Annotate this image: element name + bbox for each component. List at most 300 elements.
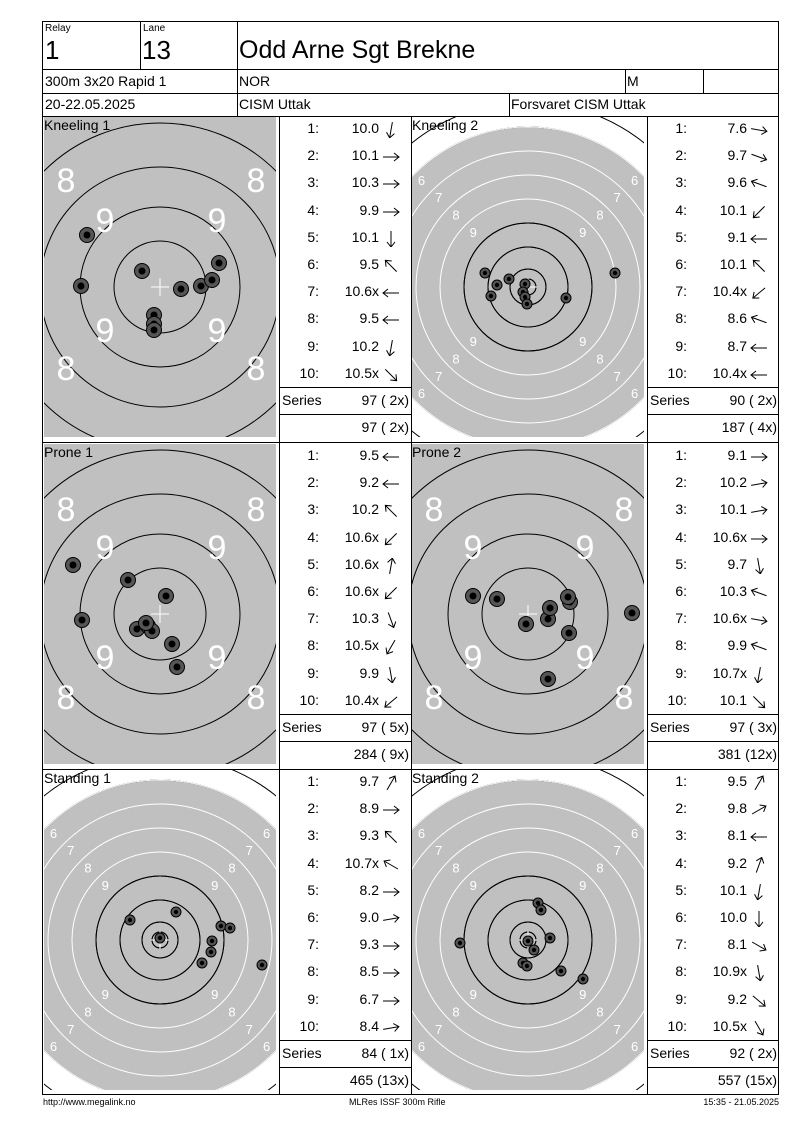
direction-arrow-icon [381,911,401,927]
ring-number: 8 [228,860,236,876]
ring-number: 9 [579,334,587,350]
shot-value: 9.7 [359,773,379,789]
direction-arrow-icon [749,204,769,220]
shot-number: 2: [307,147,319,164]
shot-number: 7: [307,936,319,953]
shot-hole-center [613,271,617,275]
shot-value: 10.1 [351,147,379,164]
shot-value: 9.0 [359,909,379,925]
direction-arrow-icon [749,585,769,601]
ring-number: 7 [67,843,75,859]
direction-arrow-icon [381,965,401,981]
shot-number: 2: [307,800,319,817]
target-svg [412,770,644,1090]
ring-number: 9 [211,987,219,1003]
shot-number: 10: [667,691,687,708]
shot-value: 10.4x [344,691,379,708]
direction-arrow-icon [749,802,769,818]
shot-number: 5: [675,555,687,572]
shot-value: 9.2 [359,474,379,491]
ring-number: 8 [596,860,604,876]
shot-hole-center [151,327,158,334]
direction-arrow-icon [749,231,769,247]
shot-value: 10.2 [351,337,379,354]
shot-number: 9: [675,990,687,1007]
direction-arrow-icon [749,775,769,791]
direction-arrow-icon [749,1020,769,1036]
shot-value: 10.5x [712,1017,747,1034]
direction-arrow-icon [381,449,401,465]
direction-arrow-icon [381,938,401,954]
ring-number: 6 [262,1039,271,1055]
shot-value: 8.2 [359,881,379,898]
shot-value: 9.9 [359,201,379,218]
shot-number: 10: [299,1017,319,1034]
shot-number: 5: [307,228,319,245]
ring-number: 8 [452,207,460,223]
shot-number: 8: [307,963,319,980]
shot-value: 8.7 [727,337,747,354]
series-label: Series [650,719,690,735]
shot-value: 10.6x [712,528,747,545]
direction-arrow-icon [749,694,769,710]
shot-value: 10.1 [719,691,747,708]
shot-number: 9: [307,337,319,354]
shot-number: 1: [675,120,687,136]
shot-hole-center [163,593,170,600]
ring-number: 8 [452,351,460,367]
shot-value: 10.1 [719,881,747,898]
shot-value: 6.7 [359,990,379,1007]
shot-hole-center [489,294,493,298]
direction-arrow-icon [749,965,769,981]
shot-hole-center [70,562,77,569]
ring-number: 6 [630,386,639,402]
ring-number: 9 [469,877,477,893]
shot-value: 10.3 [351,174,379,191]
shot-number: 3: [675,827,687,844]
shot-value: 10.3 [719,583,747,599]
shot-value: 10.4x [712,364,747,381]
shot-hole-center [458,941,462,945]
shot-number: 1: [307,773,319,789]
direction-arrow-icon [749,612,769,628]
series-score: 90 ( 2x) [729,392,777,408]
shot-hole-center [169,641,176,648]
shot-value: 8.1 [727,827,747,844]
direction-arrow-icon [381,231,401,247]
shot-number: 7: [675,610,687,627]
competition-name: CISM Uttak [239,96,311,112]
lane-label: Lane [143,23,166,34]
shot-value: 9.3 [359,827,379,844]
direction-arrow-icon [749,558,769,574]
direction-arrow-icon [749,639,769,655]
ring-number: 9 [95,202,115,240]
ring-number: 9 [469,987,477,1003]
ring-number: 7 [613,843,621,859]
lane-number: 13 [142,35,171,65]
shot-hole-center [209,950,213,954]
shot-number: 3: [307,174,319,191]
shot-hole-center [84,232,91,239]
shot-number: 3: [675,174,687,191]
position-title: Standing 2 [412,770,479,786]
shot-hole-center [532,948,536,952]
ring-number: 7 [613,190,621,206]
target-svg [412,444,644,764]
shot-number: 5: [675,228,687,245]
shot-value: 8.5 [359,963,379,980]
shot-number: 5: [307,555,319,572]
direction-arrow-icon [381,884,401,900]
direction-arrow-icon [749,993,769,1009]
direction-arrow-icon [381,503,401,519]
target-view [44,770,276,1090]
ring-number: 8 [84,1004,92,1020]
competition-dates: 20-22.05.2025 [45,96,136,112]
direction-arrow-icon [381,258,401,274]
ring-number: 7 [613,1021,621,1037]
ring-number: 6 [630,172,639,188]
direction-arrow-icon [381,340,401,356]
shot-number: 6: [307,583,319,599]
shot-value: 9.9 [359,664,379,681]
shot-value: 10.6x [344,583,379,599]
shot-hole-center [210,939,214,943]
direction-arrow-icon [749,122,769,138]
shot-number: 3: [307,827,319,844]
shot-value: 10.6x [344,555,379,572]
target-svg [44,444,276,764]
shot-value: 10.1 [351,228,379,245]
shot-hole-center [216,260,223,267]
ring-number: 6 [630,1039,639,1055]
direction-arrow-icon [381,857,401,873]
ring-number: 9 [469,224,477,240]
position-title: Prone 2 [412,444,462,460]
shot-value: 9.5 [359,256,379,272]
direction-arrow-icon [381,531,401,547]
ring-number: 8 [56,162,76,200]
running-total: 381 (12x) [717,746,777,762]
shot-hole-center [536,901,540,905]
shot-number: 6: [675,583,687,599]
shot-hole-center [525,302,529,306]
shot-value: 10.6x [712,610,747,627]
shot-hole-center [228,926,232,930]
shot-number: 7: [675,936,687,953]
shot-hole-center [545,616,552,623]
ring-number: 9 [469,334,477,350]
shot-value: 9.2 [727,854,747,871]
direction-arrow-icon [749,449,769,465]
shot-hole-center [139,268,146,275]
shot-hole-center [78,283,85,290]
shot-value: 10.6x [344,283,379,300]
shot-value: 9.9 [727,637,747,654]
shot-value: 9.1 [727,228,747,245]
shot-hole-center [143,620,150,627]
direction-arrow-icon [381,476,401,492]
position-title: Kneeling 1 [44,117,111,133]
direction-arrow-icon [381,585,401,601]
direction-arrow-icon [381,367,401,383]
shot-number: 1: [307,120,319,136]
target-view [44,117,276,437]
result-sheet [42,21,779,1095]
shot-hole-center [79,617,86,624]
direction-arrow-icon [749,285,769,301]
shot-number: 8: [675,310,687,327]
direction-arrow-icon [749,476,769,492]
ring-number: 9 [463,529,483,567]
shot-value: 10.1 [719,256,747,272]
shot-value: 8.6 [727,310,747,327]
shot-number: 5: [307,881,319,898]
shot-number: 10: [667,364,687,381]
event-name: 300m 3x20 Rapid 1 [45,73,167,89]
shot-value: 10.5x [344,364,379,381]
shot-number: 10: [299,691,319,708]
shot-number: 8: [675,963,687,980]
ring-number: 8 [228,1004,236,1020]
shot-value: 9.5 [727,773,747,789]
target-svg [44,770,276,1090]
direction-arrow-icon [381,802,401,818]
shot-number: 3: [675,501,687,518]
shot-value: 10.1 [719,501,747,518]
direction-arrow-icon [749,367,769,383]
series-label: Series [650,1045,690,1061]
shot-number: 5: [675,881,687,898]
shot-number: 6: [675,256,687,272]
ring-number: 8 [424,679,444,717]
ring-number: 9 [579,224,587,240]
shot-hole-center [219,924,223,928]
shot-hole-center [581,977,585,981]
direction-arrow-icon [749,829,769,845]
ring-number: 6 [630,825,639,841]
direction-arrow-icon [749,312,769,328]
direction-arrow-icon [381,149,401,165]
ring-number: 9 [575,529,595,567]
shot-number: 1: [307,447,319,463]
target-view [412,444,644,764]
direction-arrow-icon [381,612,401,628]
ring-number: 9 [211,877,219,893]
shot-hole-center [209,277,216,284]
shot-value: 10.4x [712,283,747,300]
shot-number: 4: [675,201,687,218]
ring-number: 9 [463,639,483,677]
direction-arrow-icon [749,258,769,274]
shot-hole-center [539,908,543,912]
shot-number: 9: [307,990,319,1007]
shot-hole-center [566,630,573,637]
shot-hole-center [158,936,162,940]
shot-hole-center [200,961,204,965]
shot-number: 10: [667,1017,687,1034]
direction-arrow-icon [381,176,401,192]
series-label: Series [282,719,322,735]
shot-number: 4: [675,854,687,871]
direction-arrow-icon [749,149,769,165]
shot-number: 2: [675,147,687,164]
ring-number: 9 [207,639,227,677]
ring-number: 8 [56,491,76,529]
shot-hole-center [198,283,205,290]
shot-number: 1: [675,773,687,789]
direction-arrow-icon [381,829,401,845]
shot-hole-center [483,271,487,275]
footer-url: http://www.megalink.no [43,1097,136,1107]
ring-number: 9 [101,987,109,1003]
shot-number: 4: [307,854,319,871]
shot-value: 10.6x [344,528,379,545]
ring-number: 7 [67,1021,75,1037]
relay-label: Relay [45,23,71,34]
direction-arrow-icon [381,775,401,791]
shot-value: 10.2 [719,474,747,491]
series-score: 97 ( 3x) [729,719,777,735]
shot-value: 9.1 [727,447,747,463]
shot-hole-center [174,910,178,914]
shot-number: 4: [307,201,319,218]
shot-hole-center [470,593,477,600]
ring-number: 8 [424,491,444,529]
shot-value: 9.8 [727,800,747,817]
shot-hole-center [548,936,552,940]
footer-timestamp: 15:35 - 21.05.2025 [703,1097,779,1107]
series-score: 84 ( 1x) [361,1045,409,1061]
shot-number: 6: [307,256,319,272]
ring-number: 9 [575,639,595,677]
series-label: Series [282,392,322,408]
gender: M [627,73,639,89]
target-background [412,444,644,764]
shot-value: 9.7 [727,555,747,572]
shot-number: 10: [299,364,319,381]
position-title: Prone 1 [44,444,94,460]
shot-hole-center [495,283,499,287]
ring-number: 9 [579,987,587,1003]
ring-number: 9 [95,529,115,567]
ring-number: 9 [207,529,227,567]
direction-arrow-icon [749,938,769,954]
shot-value: 9.5 [359,447,379,463]
direction-arrow-icon [381,312,401,328]
shot-hole-center [545,676,552,683]
shot-value: 10.7x [712,664,747,681]
target-svg [412,117,644,437]
position-title: Kneeling 2 [412,117,479,133]
target-view [412,770,644,1090]
shot-number: 4: [675,528,687,545]
shot-value: 10.0 [719,909,747,925]
ring-number: 9 [95,639,115,677]
ring-number: 7 [435,843,443,859]
shot-number: 2: [307,474,319,491]
shot-hole-center [564,296,568,300]
footer-software: MLRes ISSF 300m Rifle [349,1097,446,1107]
ring-number: 8 [246,491,266,529]
shot-hole-center [174,664,181,671]
organizer: Forsvaret CISM Uttak [511,96,646,112]
shot-number: 4: [307,528,319,545]
direction-arrow-icon [381,639,401,655]
direction-arrow-icon [381,1020,401,1036]
position-title: Standing 1 [44,770,111,786]
shot-hole-center [523,282,527,286]
series-score: 92 ( 2x) [729,1045,777,1061]
direction-arrow-icon [749,911,769,927]
ring-number: 8 [452,1004,460,1020]
ring-number: 8 [56,350,76,388]
shot-value: 8.9 [359,800,379,817]
shot-hole-center [125,577,132,584]
shot-hole-center [559,969,563,973]
ring-number: 9 [207,202,227,240]
ring-number: 8 [596,351,604,367]
shot-number: 9: [675,337,687,354]
ring-number: 9 [101,877,109,893]
shot-hole-center [494,596,501,603]
series-label: Series [650,392,690,408]
shot-value: 10.1 [719,201,747,218]
shot-value: 10.5x [344,637,379,654]
target-view [44,444,276,764]
running-total: 284 ( 9x) [353,746,409,762]
shot-number: 2: [675,474,687,491]
shot-hole-center [547,605,554,612]
ring-number: 6 [417,1039,426,1055]
shot-value: 9.5 [359,310,379,327]
direction-arrow-icon [381,204,401,220]
shot-value: 10.2 [351,501,379,518]
shot-number: 1: [675,447,687,463]
ring-number: 6 [49,825,58,841]
shot-value: 10.0 [351,120,379,136]
shot-hole-center [128,918,132,922]
shot-value: 9.3 [359,936,379,953]
ring-number: 8 [452,860,460,876]
ring-number: 7 [245,843,253,859]
target-background [44,117,276,437]
direction-arrow-icon [749,884,769,900]
ring-number: 6 [262,825,271,841]
shot-number: 8: [675,637,687,654]
direction-arrow-icon [749,503,769,519]
ring-number: 8 [614,679,634,717]
shot-value: 10.9x [712,963,747,980]
shot-value: 9.6 [727,174,747,191]
ring-number: 7 [435,190,443,206]
ring-number: 8 [56,679,76,717]
ring-number: 7 [245,1021,253,1037]
direction-arrow-icon [749,176,769,192]
shot-value: 10.3 [351,610,379,627]
series-label: Series [282,1045,322,1061]
shot-value: 9.2 [727,990,747,1007]
running-total: 465 (13x) [349,1072,409,1088]
nation: NOR [239,73,271,89]
shot-hole-center [523,621,530,628]
ring-number: 6 [417,825,426,841]
series-score: 97 ( 5x) [361,719,409,735]
ring-number: 7 [613,368,621,384]
direction-arrow-icon [749,857,769,873]
